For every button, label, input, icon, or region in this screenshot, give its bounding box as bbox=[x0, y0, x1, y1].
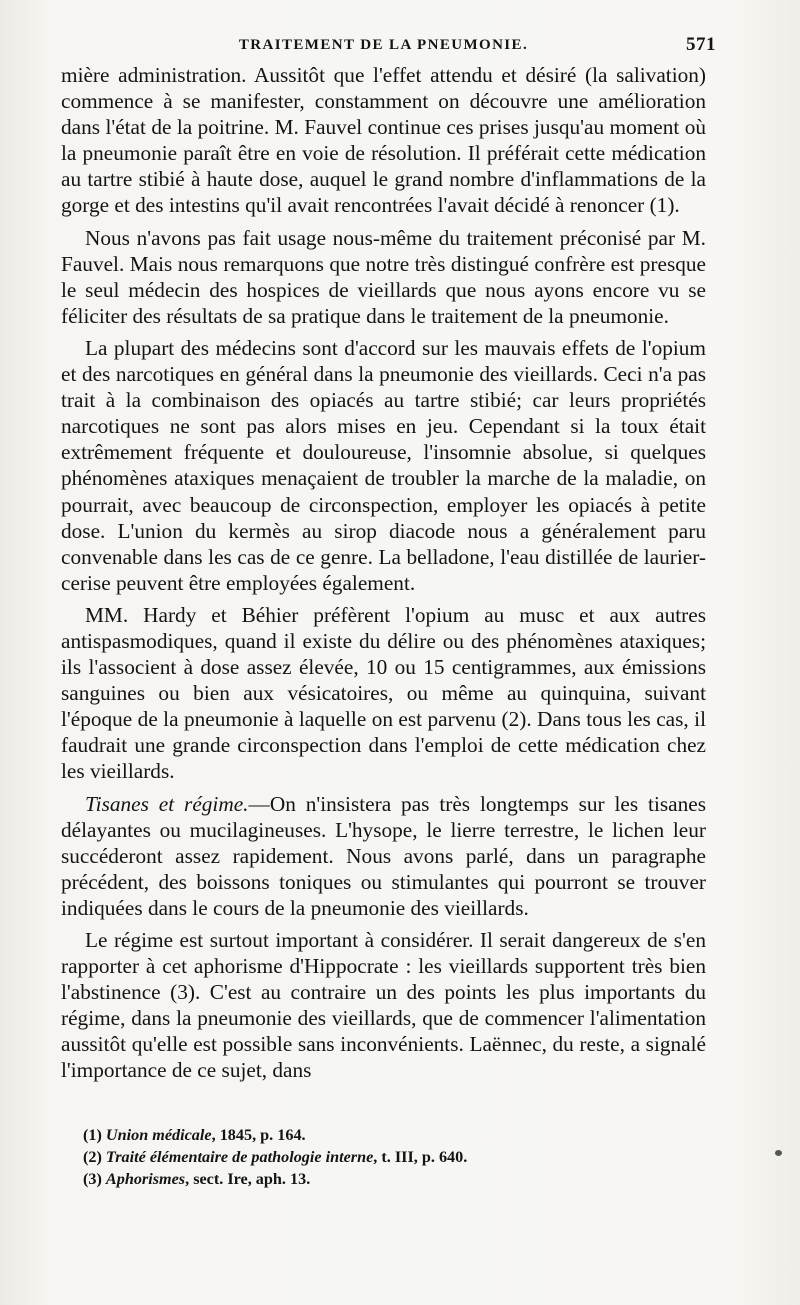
body-text bbox=[61, 62, 706, 1084]
paragraph-4 bbox=[61, 602, 706, 785]
footnote-1 bbox=[83, 1124, 706, 1146]
footnote-3 bbox=[83, 1168, 706, 1190]
ink-speck-mark bbox=[775, 1150, 782, 1156]
footnote-source: Union médicale bbox=[105, 1125, 212, 1144]
footnote-number: (2) bbox=[83, 1147, 102, 1166]
footnote-source: Aphorismes bbox=[105, 1169, 186, 1188]
paragraph-3 bbox=[61, 335, 706, 596]
paragraph-1 bbox=[61, 62, 706, 219]
footnote-2 bbox=[83, 1146, 706, 1168]
paragraph-text: La plupart des médecins sont d'accord sur les mauvais effets de l'opium et des narcotiques en général dans la pneumonie des vieillards. Ceci n'a pas trait à la combinaison des opiacés au tartre stibié; car leurs propriétés narcotiques ne sont pas alors mises en jeu. Cependant si la toux était extrêmement fréquente et douloureuse, l'insomnie absolue, si quelques phénomènes ataxiques menaçaient de troubler la marche de la maladie, on pourrait, avec beaucoup de circonspection, employer les opiacés à petite dose. L'union du kermès au sirop diacode nous a généralement paru convenable dans les cas de ce genre. La belladone, l'eau distillée de laurier-cerise peuvent être employées également. bbox=[61, 335, 706, 595]
paragraph-text: mière administration. Aussitôt que l'effet attendu et désiré (la salivation) commence à se manifester, constamment on découvre une amélioration dans l'état de la poitrine. M. Fauvel continue ces prises jusqu'au moment où la pneumonie paraît être en voie de résolution. Il préférait cette médication au tartre stibié à haute dose, auquel le grand nombre d'inflammations de la gorge et des intestins qu'il avait rencontrées l'avait décidé à renoncer (1). bbox=[61, 63, 706, 218]
paragraph-5 bbox=[61, 791, 706, 921]
running-head bbox=[61, 28, 716, 62]
paragraph-text: Nous n'avons pas fait usage nous-même du traitement préconisé par M. Fauvel. Mais nous remarquons que notre très distingué confrère est presque le seul médecin des hospices de vieillards que nous ayons encore vu se féliciter des résultats de sa pratique dans le traitement de la pneumonie. bbox=[61, 225, 706, 328]
paragraph-6 bbox=[61, 927, 706, 1084]
section-lead-heading: Tisanes et régime. bbox=[85, 791, 249, 816]
running-title: TRAITEMENT DE LA PNEUMONIE. bbox=[238, 37, 529, 53]
paragraph-text: —On n'insistera pas très longtemps sur les tisanes délayantes ou mucilagineuses. L'hysope, le lierre terrestre, le lichen leur succéderont assez rapidement. Nous avons parlé, dans un paragraphe précédent, des boissons toniques ou stimulantes qui pourront se trouver indiquées dans le cours de la pneumonie des vieillards. bbox=[61, 791, 706, 920]
footnote-reference: , 1845, p. 164. bbox=[211, 1125, 306, 1144]
footnotes bbox=[61, 1124, 706, 1190]
page-number: 571 bbox=[686, 34, 716, 55]
footnote-number: (1) bbox=[83, 1125, 102, 1144]
footnote-number: (3) bbox=[83, 1169, 102, 1188]
footnote-reference: , sect. Ire, aph. 13. bbox=[185, 1169, 311, 1188]
footnote-reference: , t. III, p. 640. bbox=[373, 1147, 468, 1166]
paragraph-text: MM. Hardy et Béhier préfèrent l'opium au musc et aux autres antispasmodiques, quand il existe du délire ou des phénomènes ataxiques; ils l'associent à dose assez élevée, 10 ou 15 centigrammes, aux émissions sanguines ou bien aux vésicatoires, ou même au quinquina, suivant l'époque de la pneumonie à laquelle on est parvenu (2). Dans tous les cas, il faudrait une grande circonspection dans l'emploi de cette médication chez les vieillards. bbox=[61, 602, 706, 784]
paragraph-text: Le régime est surtout important à considérer. Il serait dangereux de s'en rapporter à cet aphorisme d'Hippocrate : les vieillards supportent très bien l'abstinence (3). C'est au contraire un des points les plus importants du régime, dans la pneumonie des vieillards, que de commencer l'alimentation aussitôt qu'elle est possible sans inconvénients. Laënnec, du reste, a signalé l'importance de ce sujet, dans bbox=[61, 928, 706, 1083]
paragraph-2 bbox=[61, 225, 706, 329]
footnote-source: Traité élémentaire de pathologie interne bbox=[105, 1147, 374, 1166]
